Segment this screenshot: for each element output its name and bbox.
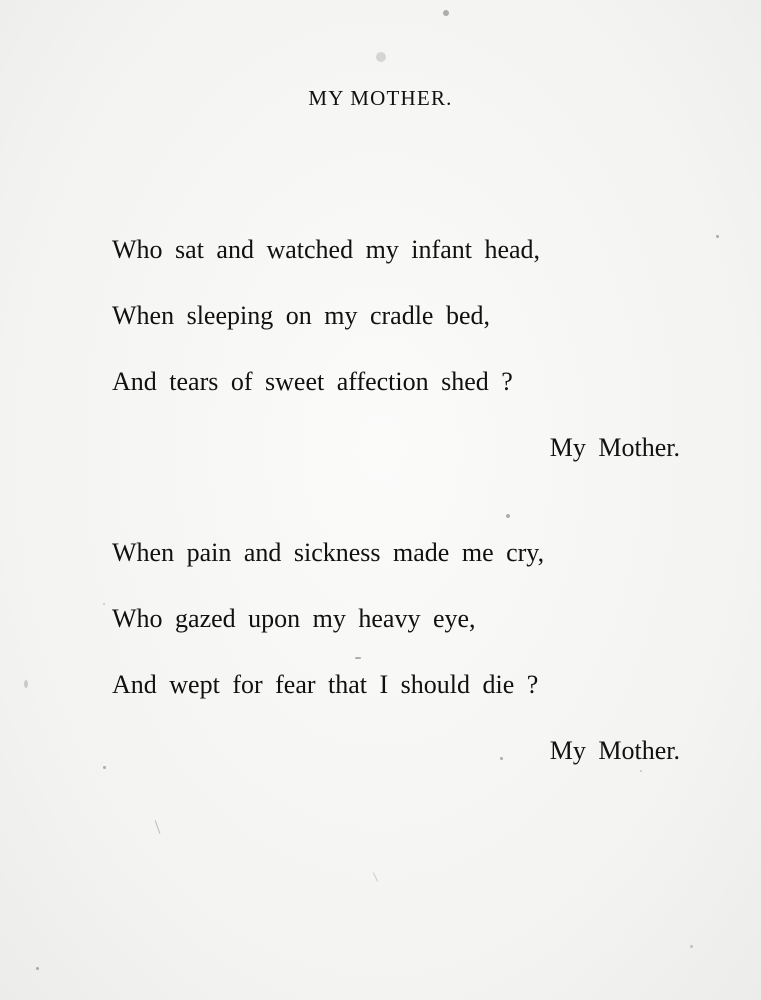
paper-speck xyxy=(24,680,28,688)
paper-speck xyxy=(443,10,449,16)
paper-speck xyxy=(36,967,39,970)
paper-speck xyxy=(376,52,386,62)
paper-speck xyxy=(640,770,642,772)
paper-speck xyxy=(103,766,106,769)
paper-speck xyxy=(690,945,693,948)
paper-speck xyxy=(355,657,361,659)
paper-speck xyxy=(500,757,503,760)
stanza-1-line-3: And tears of sweet affection shed ? xyxy=(112,367,513,396)
stanza-1-refrain: My Mother. xyxy=(549,433,680,462)
paper-speck xyxy=(373,872,378,881)
stanza-2-refrain: My Mother. xyxy=(549,736,680,765)
paper-speck xyxy=(716,235,719,238)
paper-speck xyxy=(155,820,161,833)
stanza-2-line-2: Who gazed upon my heavy eye, xyxy=(112,604,476,633)
paper-speck xyxy=(506,514,510,518)
stanza-2-line-1: When pain and sickness made me cry, xyxy=(112,538,545,567)
stanza-2 xyxy=(112,533,692,797)
stanza-1 xyxy=(112,230,692,494)
stanza-1-line-1: Who sat and watched my infant head, xyxy=(112,235,541,264)
stanza-2-line-3: And wept for fear that I should die ? xyxy=(112,670,539,699)
stanza-1-line-2: When sleeping on my cradle bed, xyxy=(112,301,490,330)
poem-title: MY MOTHER. xyxy=(308,86,453,110)
paper-speck xyxy=(103,603,105,605)
